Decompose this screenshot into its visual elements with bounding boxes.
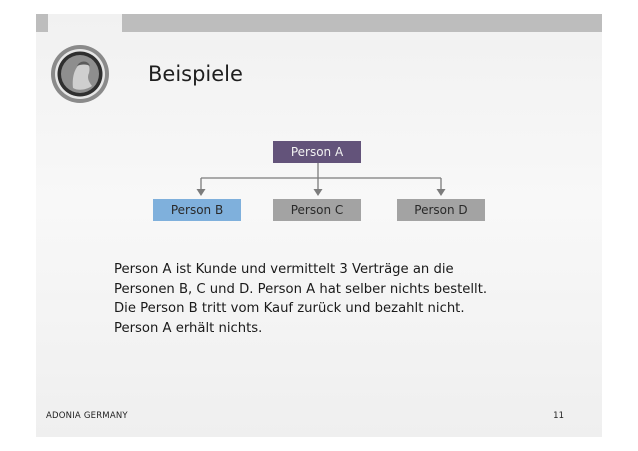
body-line: Personen B, C und D. Person A hat selber nichts bestellt. — [114, 281, 488, 297]
org-connectors — [36, 14, 602, 437]
footer-company: ADONIA GERMANY — [46, 411, 128, 421]
page-number: 11 — [553, 411, 564, 421]
body-text — [114, 260, 554, 338]
body-line: Die Person B tritt vom Kauf zurück und bezahlt nicht. — [114, 301, 465, 316]
org-node-person-a: Person A — [273, 141, 361, 163]
org-node-person-d: Person D — [397, 199, 485, 221]
body-line: Person A erhält nichts. — [114, 320, 263, 336]
body-line: Person A ist Kunde und vermittelt 3 Verträge an die — [114, 262, 454, 277]
arrowhead-person-d — [437, 189, 446, 196]
slide — [36, 14, 602, 437]
slide-title: Beispiele — [148, 62, 243, 86]
arrowhead-person-b — [197, 189, 206, 196]
org-node-person-c: Person C — [273, 199, 361, 221]
arrowhead-person-c — [314, 189, 323, 196]
org-node-person-b: Person B — [153, 199, 241, 221]
